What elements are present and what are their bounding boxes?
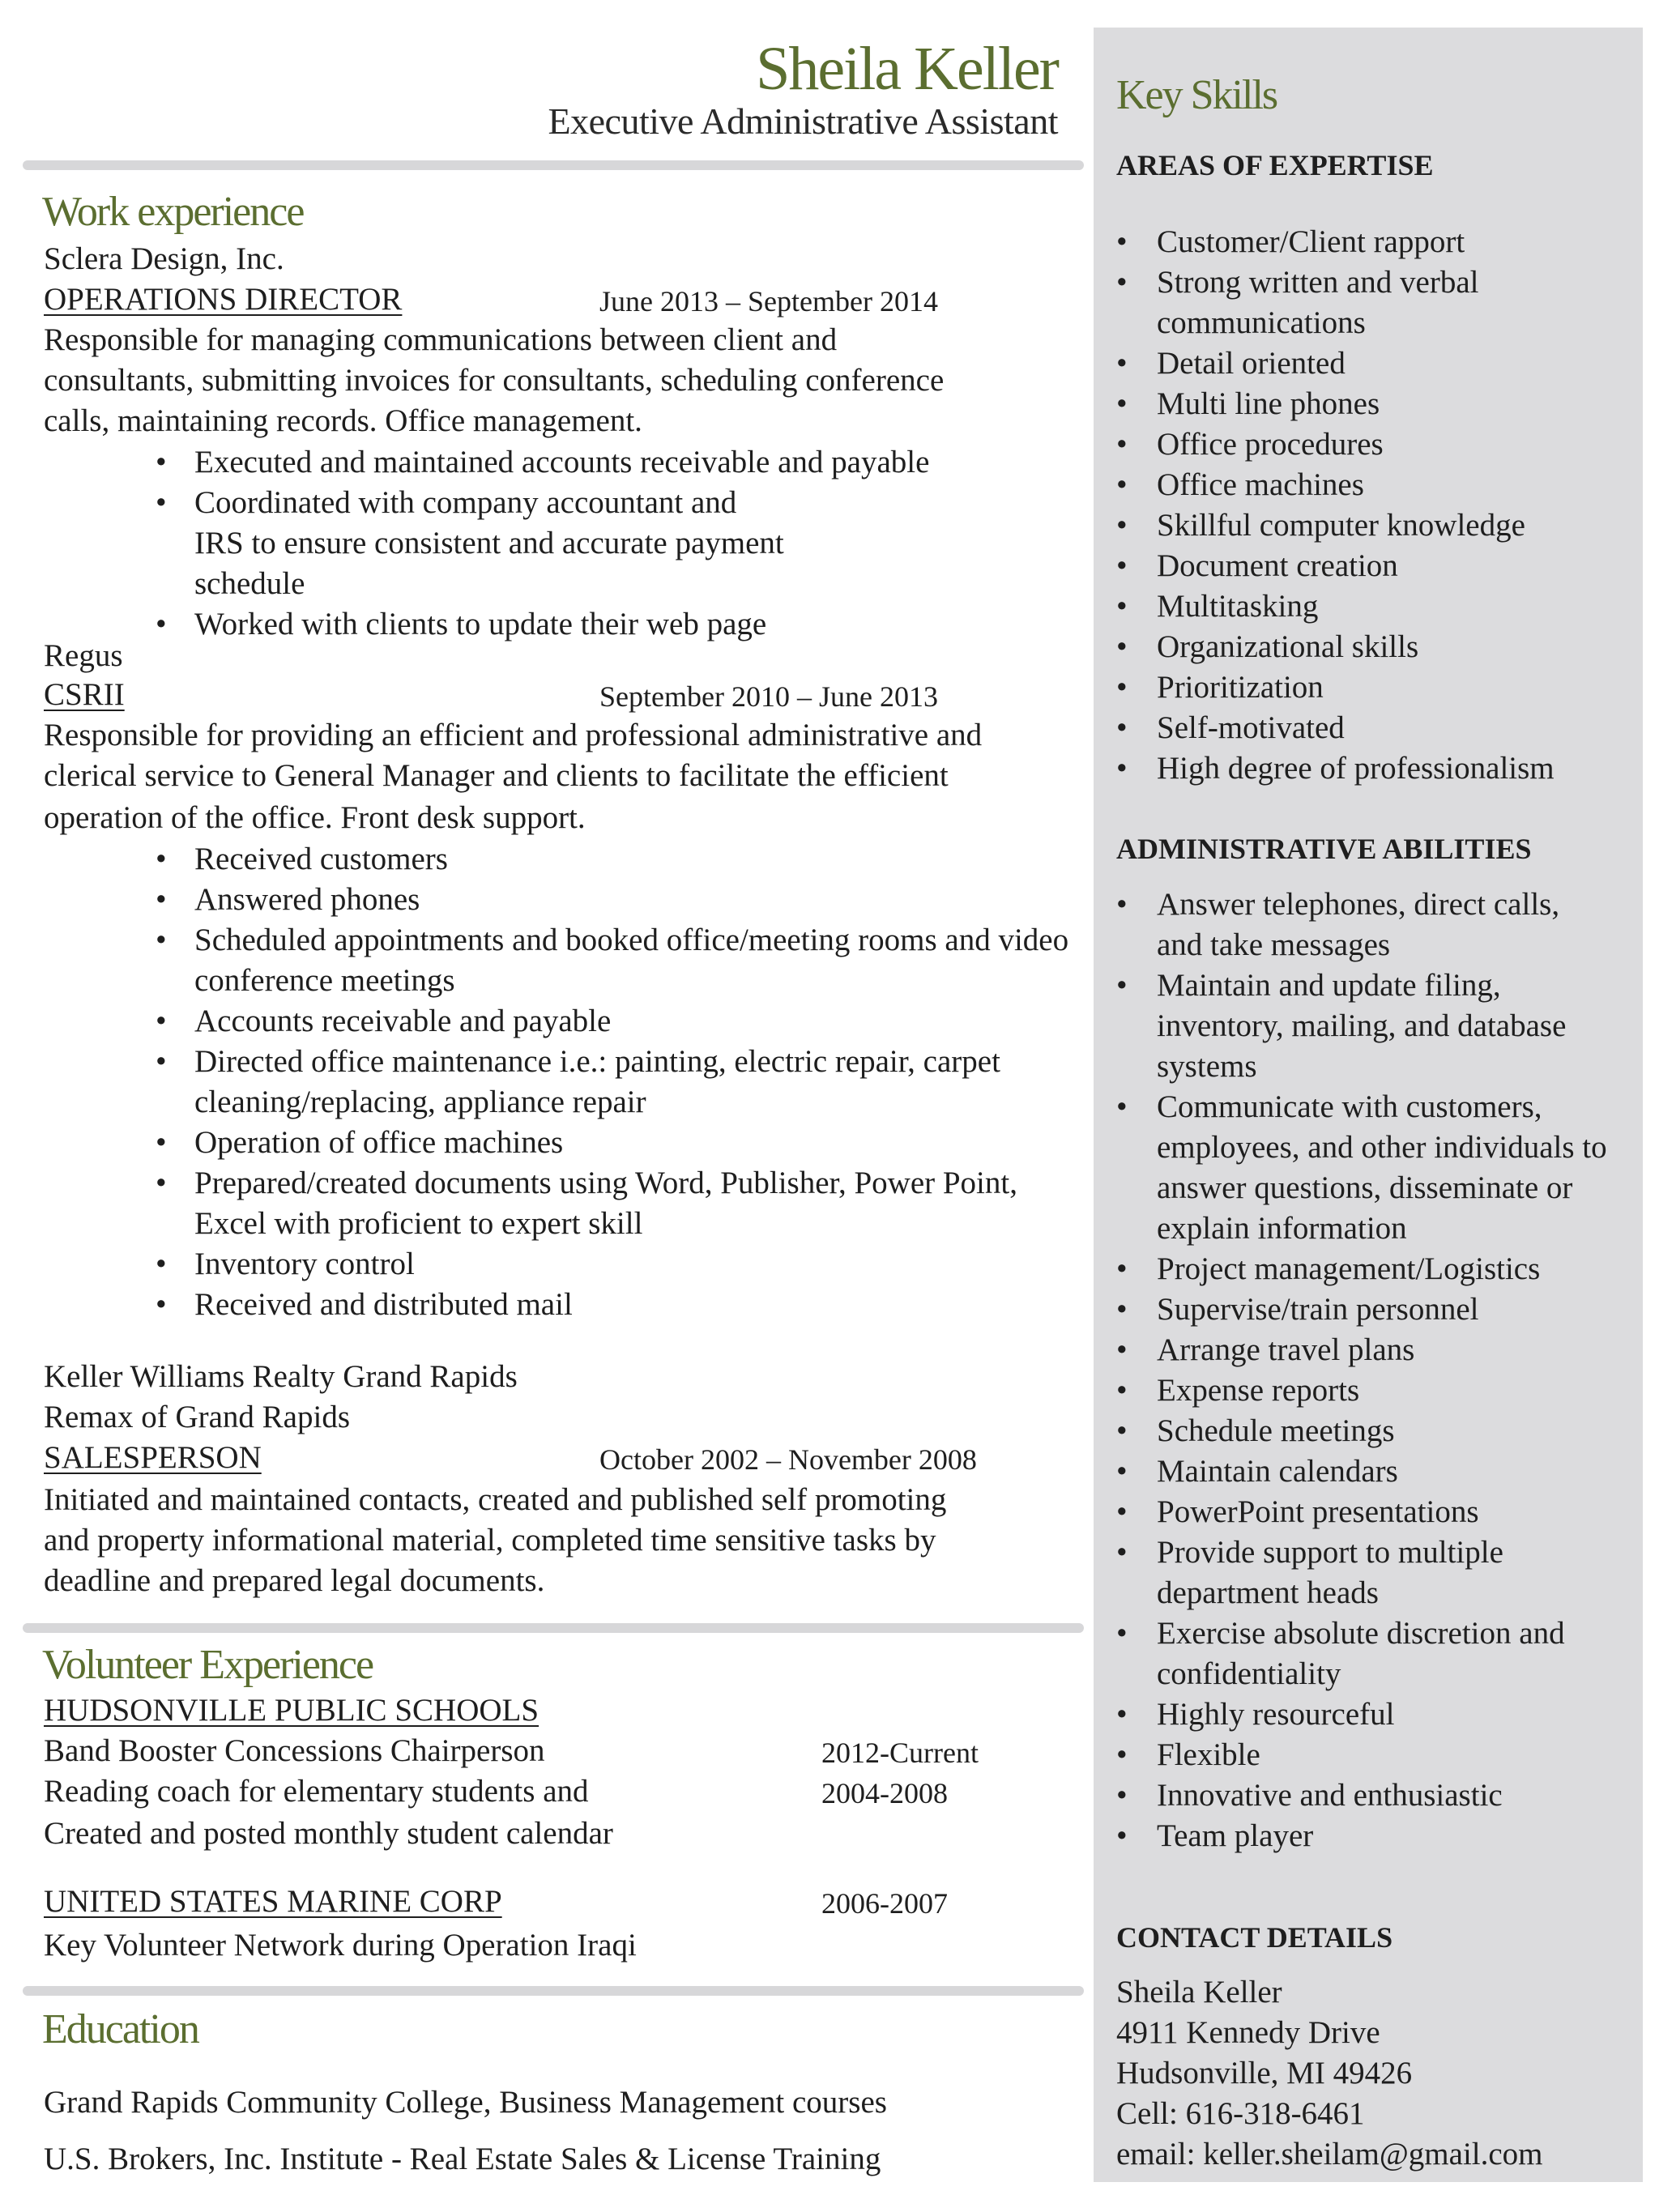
list-item: • Directed office maintenance i.e.: painting, electric repair, carpet cleaning/replacing, appliance repair — [156, 1042, 1029, 1123]
list-item: • Strong written and verbal communications — [1116, 262, 1537, 343]
list-item: • Maintain and update filing, inventory, mailing, and database systems — [1116, 965, 1618, 1087]
job-role: SALESPERSON — [44, 1440, 262, 1475]
list-item: • Organizational skills — [1116, 627, 1537, 667]
job-bullets — [156, 442, 998, 645]
expertise-list — [1116, 222, 1555, 789]
section-divider — [23, 1623, 1084, 1633]
list-item: • Document creation — [1116, 546, 1537, 586]
list-item: • Flexible — [1116, 1735, 1618, 1775]
list-item: • High degree of professionalism — [1116, 748, 1643, 789]
job-summary-line: Responsible for managing communications between client and — [44, 322, 838, 357]
job-summary-line: and property informational material, completed time sensitive tasks by — [44, 1523, 936, 1558]
job-bullets — [156, 839, 1069, 1325]
expertise-heading: AREAS OF EXPERTISE — [1116, 149, 1434, 181]
list-item: • PowerPoint presentations — [1116, 1492, 1618, 1532]
volunteer-line: Created and posted monthly student calendar — [44, 1816, 613, 1851]
job-role: CSRII — [44, 677, 125, 712]
list-item: • Executed and maintained accounts receivable and payable — [156, 442, 998, 483]
abilities-heading: ADMINISTRATIVE ABILITIES — [1116, 833, 1532, 865]
work-heading: Work experience — [42, 189, 304, 235]
list-item: • Received and distributed mail — [156, 1285, 1063, 1325]
list-item: • Customer/Client rapport — [1116, 222, 1537, 262]
list-item: • Schedule meetings — [1116, 1411, 1618, 1451]
job-summary-line: clerical service to General Manager and clients to facilitate the efficient — [44, 758, 949, 793]
list-item: • Scheduled appointments and booked office/meeting rooms and video conference meetings — [156, 920, 1077, 1001]
job-dates: October 2002 – November 2008 — [599, 1443, 977, 1476]
list-item: • Prioritization — [1116, 667, 1537, 708]
company-name: Regus — [44, 638, 123, 673]
job-summary-line: operation of the office. Front desk support. — [44, 800, 586, 835]
list-item: • Answer telephones, direct calls, and take messages — [1116, 884, 1594, 965]
list-item: • Team player — [1116, 1816, 1618, 1856]
list-item: • Highly resourceful — [1116, 1694, 1618, 1735]
job-dates: June 2013 – September 2014 — [599, 285, 938, 318]
list-item: • Office procedures — [1116, 424, 1537, 465]
contact-address: 4911 Kennedy Drive — [1116, 2015, 1380, 2050]
list-item: • Prepared/created documents using Word, Publisher, Power Point, Excel with proficient to expert skill — [156, 1163, 1021, 1244]
list-item: • Skillful computer knowledge — [1116, 505, 1537, 546]
company-name: Sclera Design, Inc. — [44, 241, 284, 276]
abilities-list — [1116, 884, 1618, 1856]
job-summary-line: Responsible for providing an efficient and professional administrative and — [44, 718, 983, 752]
education-item: U.S. Brokers, Inc. Institute - Real Estate Sales & License Training — [44, 2142, 881, 2176]
job-summary-line: consultants, submitting invoices for consultants, scheduling conference — [44, 363, 945, 398]
section-divider — [23, 1986, 1084, 1996]
resume-name: Sheila Keller — [756, 35, 1058, 103]
contact-email[interactable]: email: keller.sheilam@gmail.com — [1116, 2137, 1543, 2172]
section-divider — [23, 160, 1084, 170]
volunteer-line: Band Booster Concessions Chairperson — [44, 1733, 545, 1768]
list-item: • Arrange travel plans — [1116, 1330, 1618, 1370]
volunteer-heading: Volunteer Experience — [42, 1642, 373, 1688]
list-item: • Communicate with customers, employees, and other individuals to answer questions, disseminate or explain information — [1116, 1087, 1627, 1249]
contact-phone: Cell: 616-318-6461 — [1116, 2096, 1365, 2131]
list-item: • Answered phones — [156, 880, 1063, 920]
volunteer-org: HUDSONVILLE PUBLIC SCHOOLS — [44, 1693, 539, 1728]
list-item: • Operation of office machines — [156, 1123, 1063, 1163]
volunteer-dates: 2012-Current — [821, 1737, 979, 1769]
list-item: • Project management/Logistics — [1116, 1249, 1618, 1289]
list-item: • Exercise absolute discretion and confidentiality — [1116, 1613, 1643, 1694]
education-heading: Education — [42, 2006, 198, 2052]
list-item: • Expense reports — [1116, 1370, 1618, 1411]
list-item: • Multi line phones — [1116, 384, 1537, 424]
job-role: OPERATIONS DIRECTOR — [44, 282, 403, 317]
list-item: • Innovative and enthusiastic — [1116, 1775, 1618, 1816]
list-item: • Office machines — [1116, 465, 1537, 505]
list-item: • Accounts receivable and payable — [156, 1001, 1063, 1042]
job-dates: September 2010 – June 2013 — [599, 680, 938, 713]
job-summary-line: deadline and prepared legal documents. — [44, 1563, 545, 1598]
volunteer-line: Key Volunteer Network during Operation Iraqi — [44, 1928, 637, 1963]
list-item: • Received customers — [156, 839, 1063, 880]
list-item: • Provide support to multiple department heads — [1116, 1532, 1586, 1613]
company-name: Keller Williams Realty Grand Rapids — [44, 1359, 518, 1394]
list-item: • Inventory control — [156, 1244, 1063, 1285]
contact-name: Sheila Keller — [1116, 1975, 1282, 2010]
list-item: • Worked with clients to update their web page — [156, 604, 998, 645]
volunteer-org: UNITED STATES MARINE CORP — [44, 1884, 502, 1919]
resume-title: Executive Administrative Assistant — [548, 100, 1058, 142]
job-summary-line: calls, maintaining records. Office management. — [44, 403, 642, 438]
list-item: • Supervise/train personnel — [1116, 1289, 1618, 1330]
education-item: Grand Rapids Community College, Business Management courses — [44, 2085, 887, 2120]
volunteer-dates: 2006-2007 — [821, 1887, 948, 1920]
volunteer-line: Reading coach for elementary students and — [44, 1774, 589, 1809]
list-item: • Multitasking — [1116, 586, 1537, 627]
list-item: • Self-motivated — [1116, 708, 1537, 748]
key-skills-heading: Key Skills — [1116, 72, 1277, 118]
volunteer-dates: 2004-2008 — [821, 1777, 948, 1809]
company-name: Remax of Grand Rapids — [44, 1400, 351, 1434]
contact-city: Hudsonville, MI 49426 — [1116, 2056, 1413, 2091]
list-item: • Maintain calendars — [1116, 1451, 1618, 1492]
list-item: • Coordinated with company accountant and IRS to ensure consistent and accurate payment schedule — [156, 483, 786, 604]
list-item: • Detail oriented — [1116, 343, 1537, 384]
contact-heading: CONTACT DETAILS — [1116, 1921, 1393, 1954]
job-summary-line: Initiated and maintained contacts, created and published self promoting — [44, 1482, 947, 1517]
